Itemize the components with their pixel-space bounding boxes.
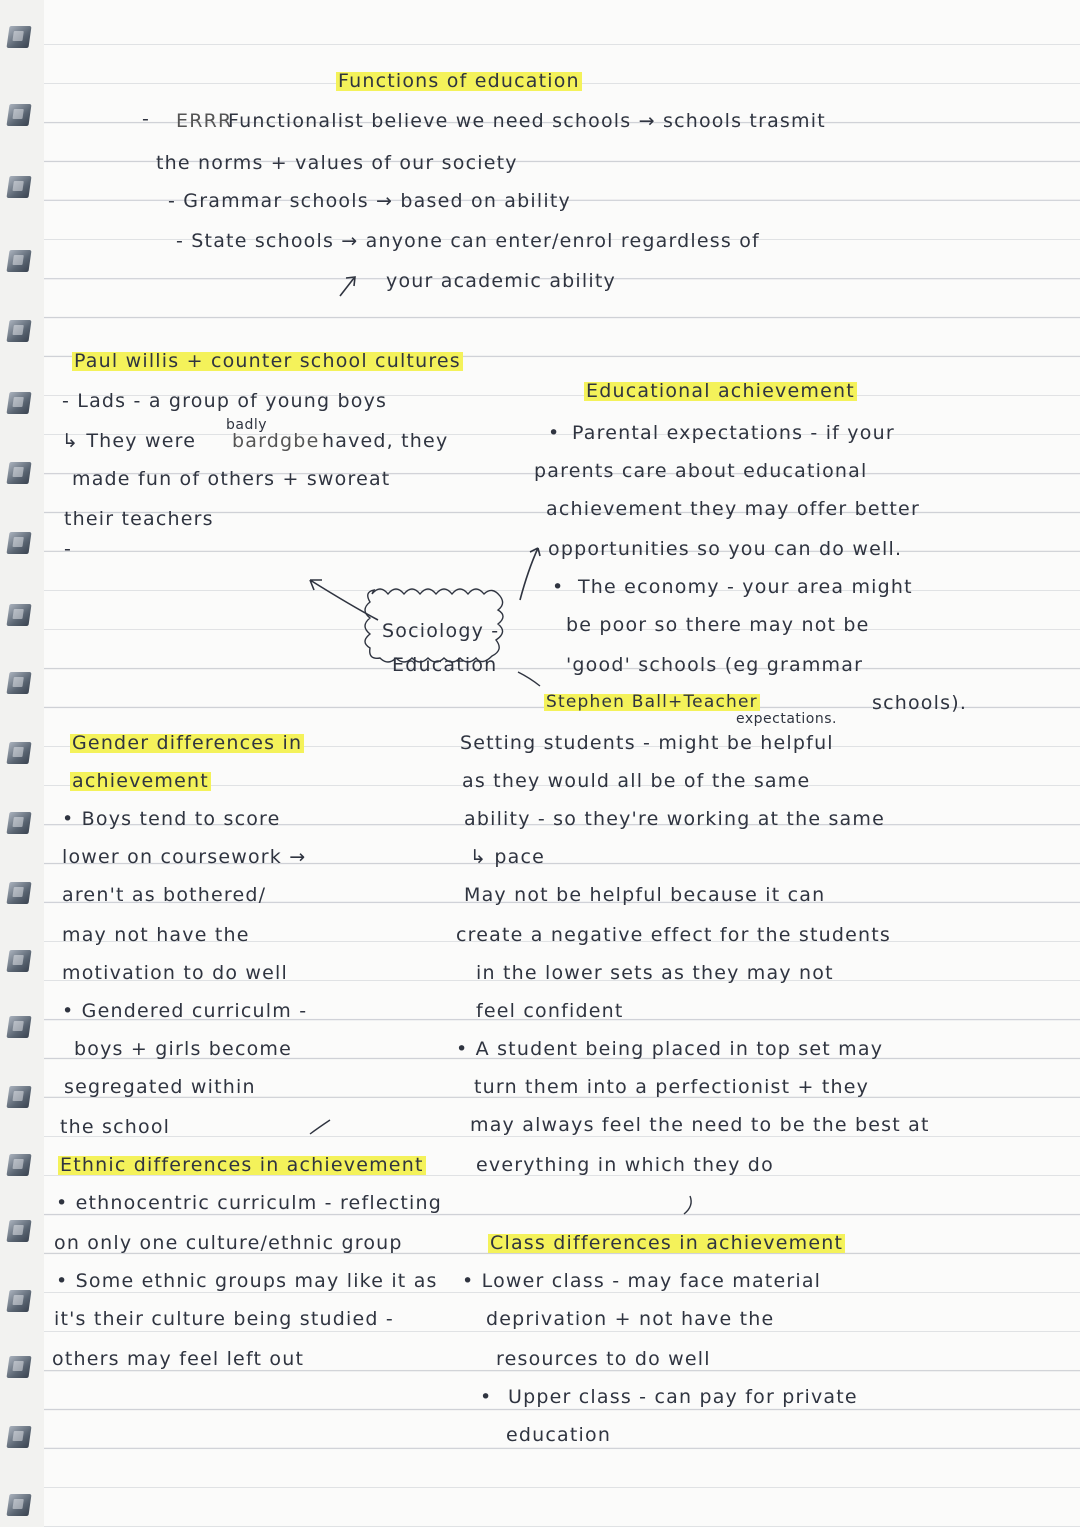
badly-insert: badly bbox=[226, 417, 268, 433]
economy-line1: The economy - your area might bbox=[578, 576, 913, 598]
not-helpful-line2: create a negative effect for the students bbox=[456, 924, 891, 946]
class-line2: deprivation + not have the bbox=[486, 1308, 775, 1330]
setting-line4: ↳ pace bbox=[470, 846, 545, 868]
not-helpful-line3: in the lower sets as they may not bbox=[476, 962, 834, 984]
boys-line4: may not have the bbox=[62, 924, 250, 946]
teachers-line: their teachers bbox=[64, 508, 214, 530]
tick-mark-icon bbox=[684, 1196, 691, 1214]
parental-line3: achievement they may offer better bbox=[546, 498, 920, 520]
not-helpful-line1: May not be helpful because it can bbox=[464, 884, 826, 906]
ethnic-line4: it's their culture being studied - bbox=[54, 1308, 394, 1330]
economy-line2: be poor so there may not be bbox=[566, 614, 870, 636]
class-heading: Class differences in achievement bbox=[490, 1232, 844, 1254]
behaved-scribble: bardgbe bbox=[232, 430, 320, 452]
state-schools: - State schools → anyone can enter/enrol regardless of bbox=[176, 230, 760, 252]
boys-line3: aren't as bothered/ bbox=[62, 884, 267, 906]
arrow-to-education-icon bbox=[520, 548, 540, 600]
setting-line3: ability - so they're working at the same bbox=[464, 808, 885, 830]
not-helpful-line4: feel confident bbox=[476, 1000, 624, 1022]
ball-expectations: expectations. bbox=[736, 711, 837, 727]
parental-line2: parents care about educational bbox=[534, 460, 868, 482]
ethnic-line1: • ethnocentric curriculm - reflecting bbox=[56, 1192, 442, 1214]
economy-line3: 'good' schools (eg grammar bbox=[566, 654, 864, 676]
mind-map-cloud bbox=[365, 589, 503, 662]
willis-dash: - bbox=[64, 538, 73, 560]
curr-line1: • Gendered curriculm - bbox=[62, 1000, 308, 1022]
center-bubble-line1: Sociology - bbox=[382, 620, 500, 642]
center-bubble-line2: Education bbox=[392, 654, 498, 676]
grammar-schools: - Grammar schools → based on ability bbox=[168, 190, 571, 212]
class-line5: education bbox=[506, 1424, 612, 1446]
curr-line3: segregated within bbox=[64, 1076, 256, 1098]
up-arrow-icon bbox=[340, 277, 355, 296]
boys-line2: lower on coursework → bbox=[62, 846, 307, 868]
willis-heading: Paul willis + counter school cultures bbox=[74, 350, 461, 372]
page-title: Functions of education bbox=[338, 70, 580, 92]
class-bullet: • bbox=[480, 1386, 493, 1408]
made-fun-line: made fun of others + sworeat bbox=[72, 468, 391, 490]
setting-line1: Setting students - might be helpful bbox=[460, 732, 834, 754]
ethnic-line2: on only one culture/ethnic group bbox=[54, 1232, 403, 1254]
class-line4: Upper class - can pay for private bbox=[508, 1386, 858, 1408]
setting-line2: as they would all be of the same bbox=[462, 770, 811, 792]
functions-line2: the norms + values of our society bbox=[156, 152, 518, 174]
parental-line1: Parental expectations - if your bbox=[572, 422, 895, 444]
ethnic-line5: others may feel left out bbox=[52, 1348, 305, 1370]
economy-bullet: • bbox=[552, 576, 565, 598]
scribble-out: ERRR bbox=[176, 110, 233, 132]
educational-heading: Educational achievement bbox=[586, 380, 855, 402]
ethnic-heading: Ethnic differences in achievement bbox=[60, 1154, 424, 1176]
academic-ability: your academic ability bbox=[386, 270, 616, 292]
gender-heading-2: achievement bbox=[72, 770, 209, 792]
ball-heading: Stephen Ball+Teacher bbox=[546, 692, 758, 712]
behaved-suffix: haved, they bbox=[322, 430, 449, 452]
curr-line2: boys + girls become bbox=[74, 1038, 293, 1060]
curr-line4: the school bbox=[60, 1116, 171, 1138]
parental-bullet: • bbox=[548, 422, 561, 444]
top-set-line3: may always feel the need to be the best at bbox=[470, 1114, 930, 1136]
lads-line: - Lads - a group of young boys bbox=[62, 390, 388, 412]
functions-line1: Functionalist believe we need schools → schools trasmit bbox=[228, 110, 826, 132]
boys-line1: • Boys tend to score bbox=[62, 808, 281, 830]
gender-heading-1: Gender differences in bbox=[72, 732, 303, 754]
top-set-line2: turn them into a perfectionist + they bbox=[474, 1076, 870, 1098]
top-set-line4: everything in which they do bbox=[476, 1154, 774, 1176]
tick-mark-icon bbox=[310, 1120, 330, 1134]
parental-line4: opportunities so you can do well. bbox=[548, 538, 903, 560]
functions-dash: - bbox=[142, 108, 151, 130]
class-line1: • Lower class - may face material bbox=[462, 1270, 822, 1292]
behaved-prefix: ↳ They were bbox=[62, 430, 197, 452]
arrow-to-willis-icon bbox=[310, 580, 378, 620]
schools-close: schools). bbox=[872, 692, 968, 714]
ethnic-line3: • Some ethnic groups may like it as bbox=[56, 1270, 438, 1292]
arrow-to-ball-icon bbox=[518, 672, 540, 686]
class-line3: resources to do well bbox=[496, 1348, 711, 1370]
boys-line5: motivation to do well bbox=[62, 962, 289, 984]
top-set-line1: • A student being placed in top set may bbox=[456, 1038, 884, 1060]
